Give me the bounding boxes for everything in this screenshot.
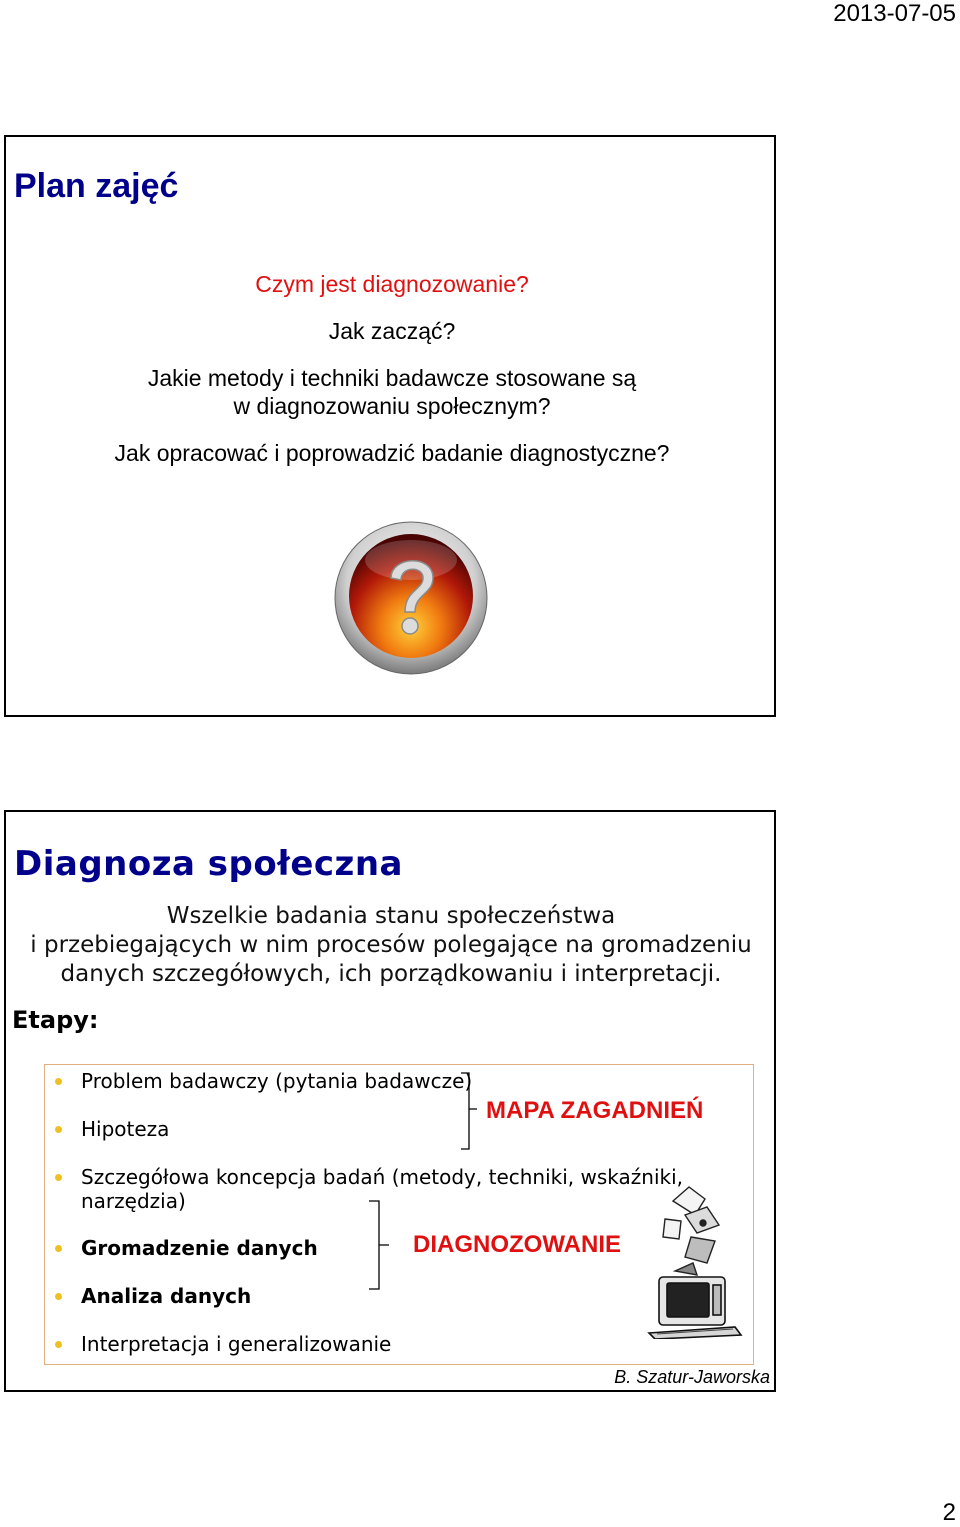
definition-text xyxy=(26,902,756,989)
diagnosing-label: DIAGNOZOWANIE xyxy=(413,1231,621,1258)
bullet-icon xyxy=(55,1078,62,1085)
question-item: Czym jest diagnozowanie? xyxy=(255,271,529,297)
slide-plan xyxy=(4,135,776,717)
question-item: Jak zacząć? xyxy=(328,318,456,344)
stage-label: Problem badawczy (pytania badawcze) xyxy=(81,1069,473,1093)
bullet-icon xyxy=(55,1293,62,1300)
stage-label: Hipoteza xyxy=(81,1117,170,1141)
stage-item xyxy=(45,1165,683,1213)
bullet-icon xyxy=(55,1341,62,1348)
bracket-map xyxy=(457,1071,479,1151)
definition-line: i przebiegających w nim procesów polegające na gromadzeniu xyxy=(30,932,752,958)
bullet-icon xyxy=(55,1126,62,1133)
stage-item xyxy=(45,1332,391,1356)
slide-title: Diagnoza społeczna xyxy=(14,844,403,884)
bullet-icon xyxy=(55,1245,62,1252)
definition-line: danych szczegółowych, ich porządkowaniu i interpretacji. xyxy=(60,961,722,987)
question-mark-icon xyxy=(333,520,489,676)
computer-icon xyxy=(645,1179,745,1339)
stage-item xyxy=(45,1069,472,1093)
page-number: 2 xyxy=(942,1499,956,1526)
definition-line: Wszelkie badania stanu społeczeństwa xyxy=(166,903,616,929)
stage-item xyxy=(45,1236,318,1260)
stage-item xyxy=(45,1117,169,1141)
map-label: MAPA ZAGADNIEŃ xyxy=(486,1097,704,1124)
question-item: w diagnozowaniu społecznym? xyxy=(233,393,551,419)
stage-item xyxy=(45,1284,251,1308)
stage-label: narzędzia) xyxy=(81,1189,186,1213)
slide-diagnosis xyxy=(4,810,776,1392)
slide-title: Plan zajęć xyxy=(14,167,179,205)
stage-label: Analiza danych xyxy=(81,1284,252,1308)
stages-label: Etapy: xyxy=(12,1006,99,1034)
author-credit: B. Szatur-Jaworska xyxy=(614,1367,770,1387)
bullet-icon xyxy=(55,1174,62,1181)
stage-label: Szczegółowa koncepcja badań (metody, techniki, wskaźniki, xyxy=(81,1165,684,1189)
stage-label: Gromadzenie danych xyxy=(81,1236,318,1260)
bracket-diagnosing xyxy=(367,1199,393,1291)
page-date: 2013-07-05 xyxy=(833,0,956,27)
question-item: Jakie metody i techniki badawcze stosowane są xyxy=(147,365,637,391)
question-item: Jak opracować i poprowadzić badanie diagnostyczne? xyxy=(114,440,670,466)
stage-label: Interpretacja i generalizowanie xyxy=(81,1332,392,1356)
stages-box xyxy=(44,1064,754,1365)
